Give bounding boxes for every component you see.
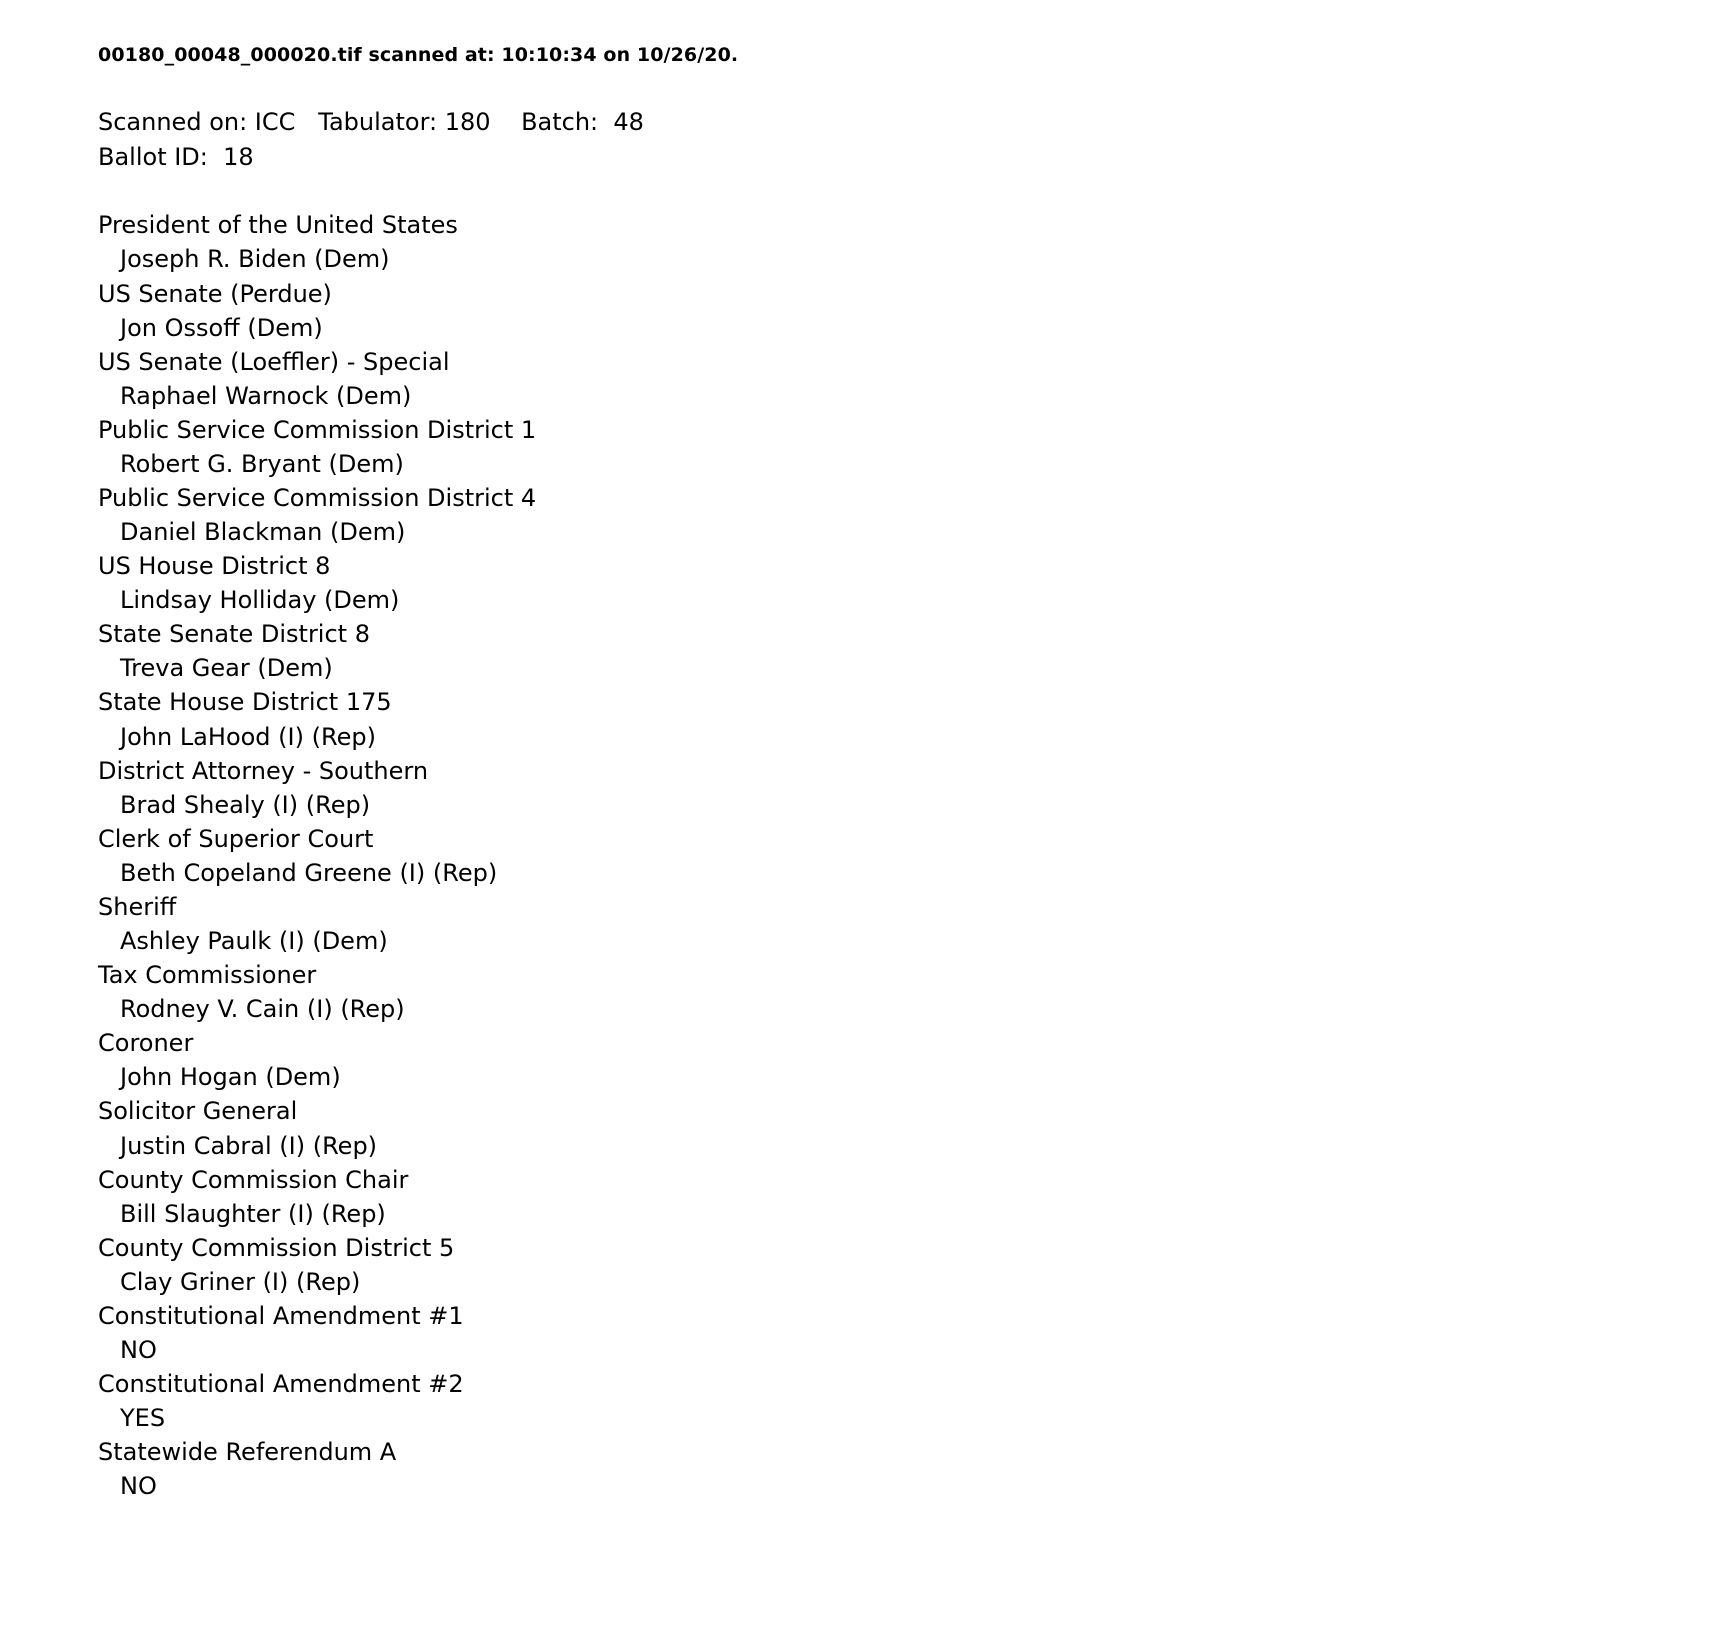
contest-entry — [98, 549, 1713, 617]
contest-entry — [98, 1094, 1713, 1162]
contest-choice: John Hogan (Dem) — [120, 1063, 341, 1092]
contest-choice: Lindsay Holliday (Dem) — [120, 586, 400, 615]
ballot-id-line: Ballot ID: 18 — [98, 142, 254, 171]
contest-title: Public Service Commission District 1 — [98, 415, 537, 444]
contest-choice: Rodney V. Cain (I) (Rep) — [120, 995, 405, 1024]
contest-choice: NO — [120, 1472, 157, 1501]
contest-choice: Raphael Warnock (Dem) — [120, 381, 412, 410]
contest-choice: Brad Shealy (I) (Rep) — [120, 790, 371, 819]
contest-entry — [98, 958, 1713, 1026]
contest-choice: Treva Gear (Dem) — [120, 654, 333, 683]
contest-choice: Justin Cabral (I) (Rep) — [120, 1131, 378, 1160]
contest-choice: Jon Ossoff (Dem) — [120, 313, 323, 342]
contest-list — [98, 208, 1713, 1503]
contest-choice: YES — [120, 1404, 166, 1433]
contest-entry — [98, 1299, 1713, 1367]
contest-choice: NO — [120, 1335, 157, 1364]
contest-title: Coroner — [98, 1029, 194, 1058]
contest-entry — [98, 685, 1713, 753]
contest-entry — [98, 481, 1713, 549]
contest-choice: Joseph R. Biden (Dem) — [120, 245, 390, 274]
contest-title: US Senate (Loeffler) - Special — [98, 347, 450, 376]
contest-title: County Commission District 5 — [98, 1233, 455, 1262]
contest-choice: Ashley Paulk (I) (Dem) — [120, 927, 388, 956]
contest-entry — [98, 1026, 1713, 1094]
contest-choice: Bill Slaughter (I) (Rep) — [120, 1199, 386, 1228]
contest-entry — [98, 1231, 1713, 1299]
contest-entry — [98, 822, 1713, 890]
scan-header-line: 00180_00048_000020.tif scanned at: 10:10:34 on 10/26/20. — [98, 44, 739, 66]
contest-entry — [98, 277, 1713, 345]
contest-title: President of the United States — [98, 211, 458, 240]
contest-entry — [98, 208, 1713, 276]
contest-title: County Commission Chair — [98, 1165, 409, 1194]
contest-title: Public Service Commission District 4 — [98, 484, 537, 513]
contest-title: Clerk of Superior Court — [98, 824, 374, 853]
contest-entry — [98, 890, 1713, 958]
contest-title: Tax Commissioner — [98, 961, 317, 990]
contest-title: Constitutional Amendment #2 — [98, 1370, 464, 1399]
contest-title: District Attorney - Southern — [98, 756, 429, 785]
contest-title: Solicitor General — [98, 1097, 298, 1126]
contest-title: Sheriff — [98, 892, 177, 921]
contest-entry — [98, 1435, 1713, 1503]
contest-title: US Senate (Perdue) — [98, 279, 332, 308]
contest-entry — [98, 617, 1713, 685]
contest-title: Statewide Referendum A — [98, 1438, 397, 1467]
contest-choice: Beth Copeland Greene (I) (Rep) — [120, 858, 498, 887]
contest-choice: Robert G. Bryant (Dem) — [120, 449, 404, 478]
contest-entry — [98, 1367, 1713, 1435]
scan-info-line: Scanned on: ICC Tabulator: 180 Batch: 48 — [98, 107, 644, 136]
contest-choice: Clay Griner (I) (Rep) — [120, 1267, 361, 1296]
contest-choice: Daniel Blackman (Dem) — [120, 518, 406, 547]
contest-choice: John LaHood (I) (Rep) — [120, 722, 376, 751]
ballot-metadata — [98, 105, 1713, 175]
contest-title: State Senate District 8 — [98, 620, 370, 649]
contest-title: Constitutional Amendment #1 — [98, 1301, 464, 1330]
contest-entry — [98, 345, 1713, 413]
contest-entry — [98, 754, 1713, 822]
contest-entry — [98, 1163, 1713, 1231]
contest-title: US House District 8 — [98, 552, 331, 581]
contest-entry — [98, 413, 1713, 481]
contest-title: State House District 175 — [98, 688, 392, 717]
